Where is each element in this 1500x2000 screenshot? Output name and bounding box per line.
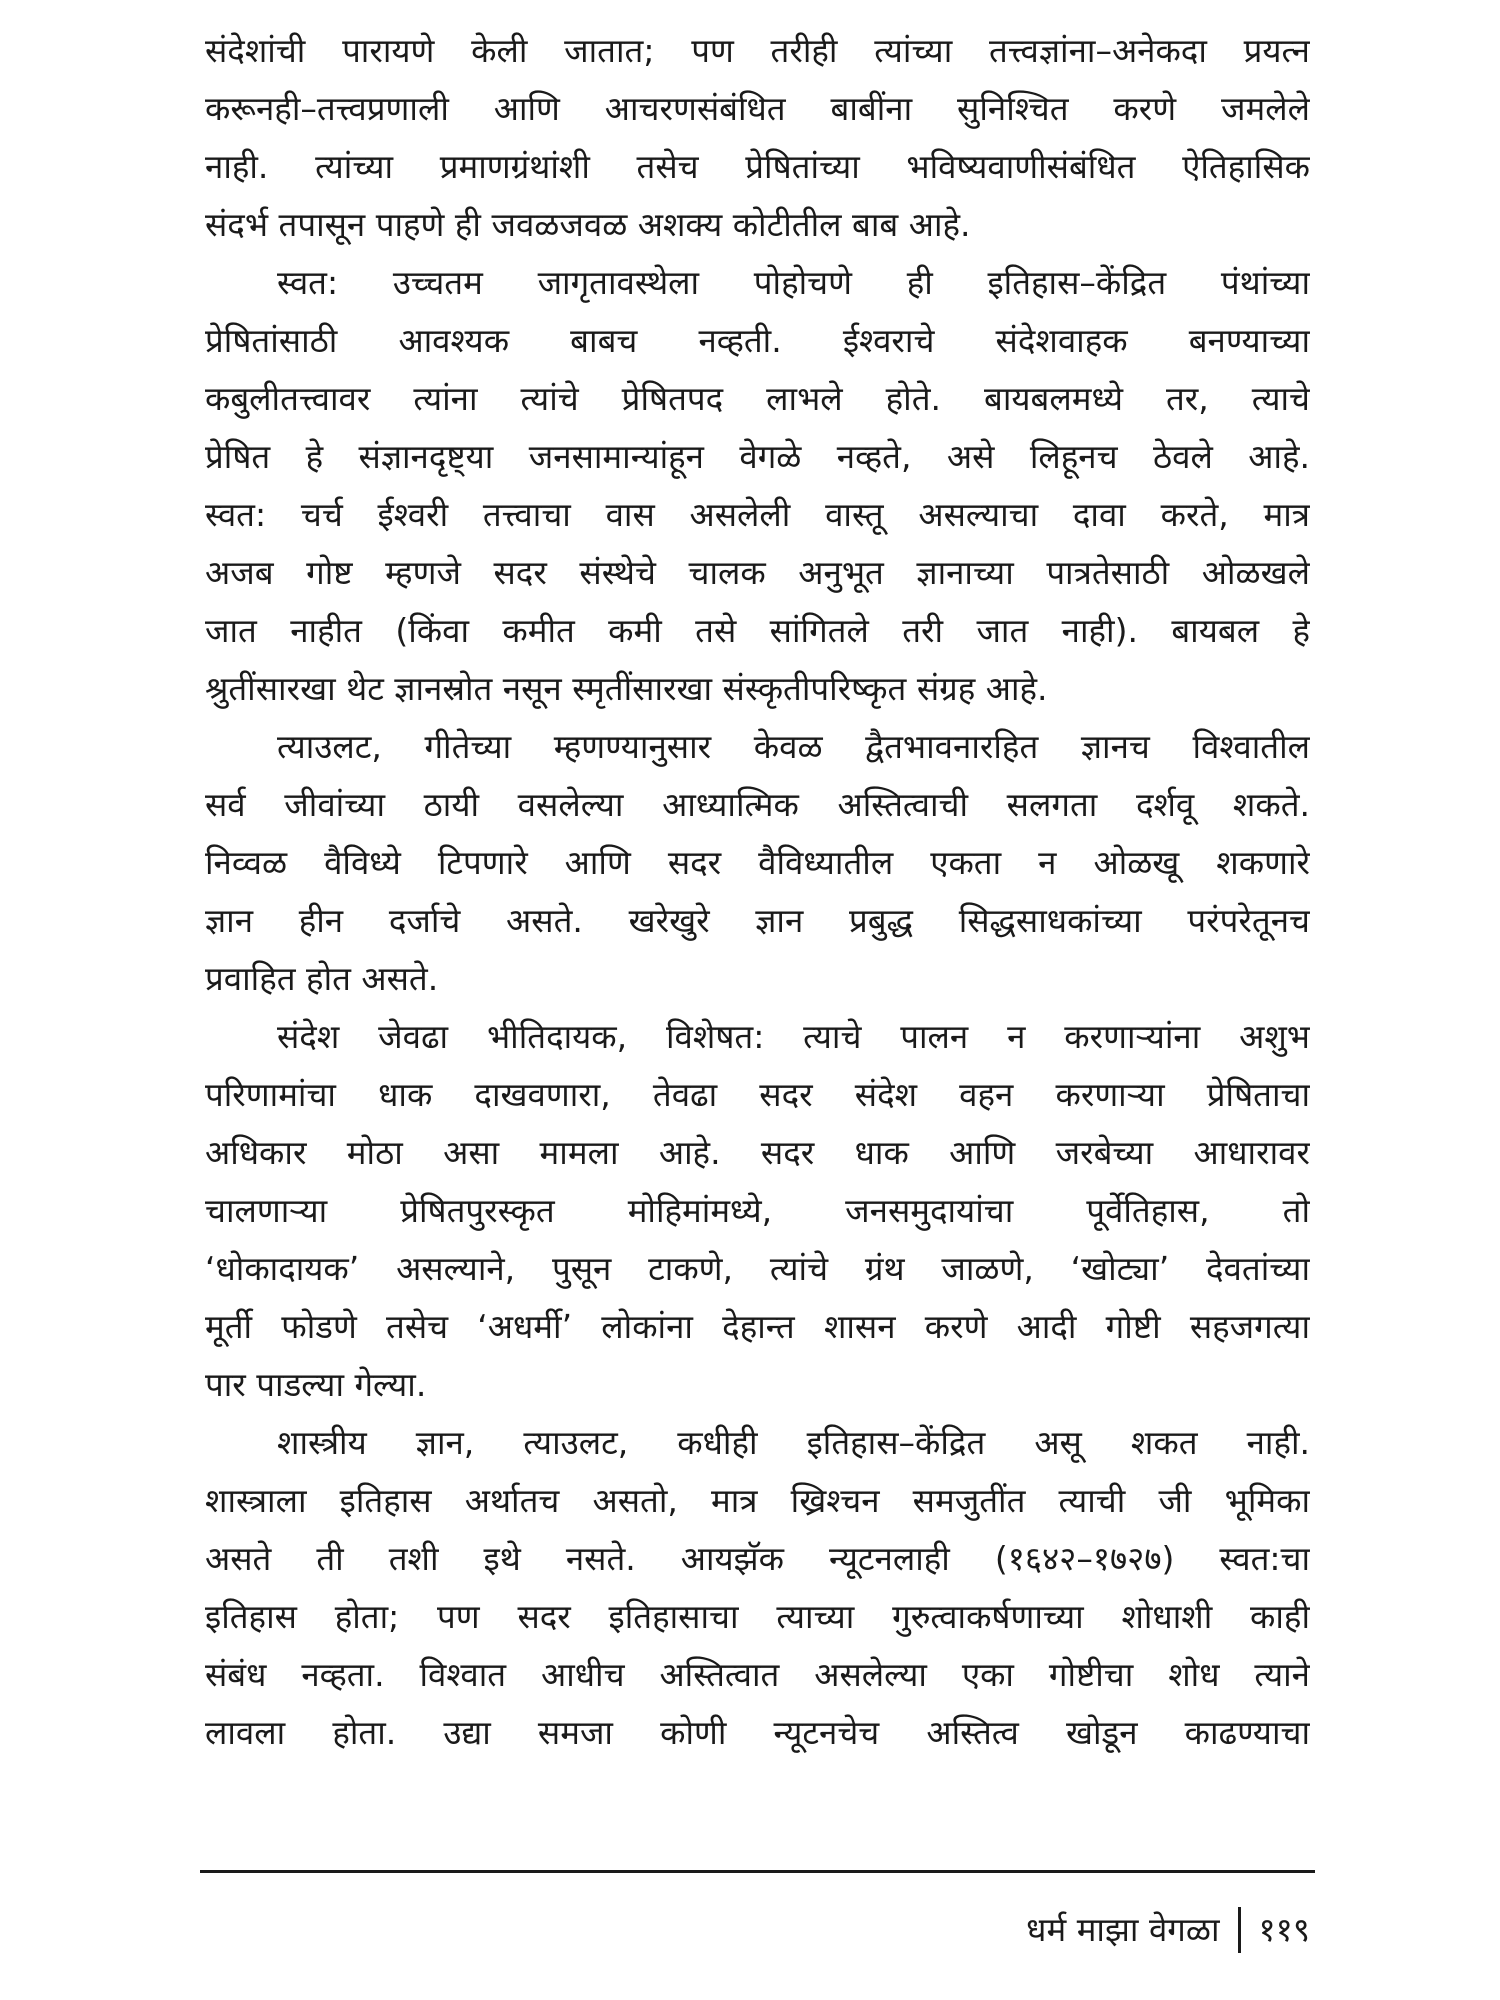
text-line: प्रवाहित होत असते. [205,959,439,998]
text-line: निव्वळ वैविध्ये टिपणारे आणि सदर वैविध्यातील एकता न ओळखू शकणारे [205,843,1310,882]
text-line: अजब गोष्ट म्हणजे सदर संस्थेचे चालक अनुभूत ज्ञानाच्या पात्रतेसाठी ओळखले [205,553,1310,592]
body-text [205,22,1310,1762]
text-line: लावला होता. उद्या समजा कोणी न्यूटनचेच अस्तित्व खोडून काढण्याचा [205,1713,1310,1752]
text-line: संदेशांची पारायणे केली जातात; पण तरीही त्यांच्या तत्त्वज्ञांना–अनेकदा प्रयत्न [205,31,1310,70]
text-line: कबुलीतत्त्वावर त्यांना त्यांचे प्रेषितपद लाभले होते. बायबलमध्ये तर, त्याचे [205,379,1310,418]
text-line: संदर्भ तपासून पाहणे ही जवळजवळ अशक्य कोटीतील बाब आहे. [205,205,971,244]
text-line: करूनही–तत्त्वप्रणाली आणि आचरणसंबंधित बाबींना सुनिश्चित करणे जमलेले [205,89,1310,128]
paragraph-4 [205,1008,1310,1414]
text-line: अधिकार मोठा असा मामला आहे. सदर धाक आणि जरबेच्या आधारावर [205,1133,1310,1172]
text-line: प्रेषित हे संज्ञानदृष्ट्या जनसामान्यांहून वेगळे नव्हते, असे लिहूनच ठेवले आहे. [205,437,1310,476]
text-line: प्रेषितांसाठी आवश्यक बाबच नव्हती. ईश्वराचे संदेशवाहक बनण्याच्या [205,321,1310,360]
text-line: ज्ञान हीन दर्जाचे असते. खरेखुरे ज्ञान प्रबुद्ध सिद्धसाधकांच्या परंपरेतूनच [205,901,1310,940]
paragraph-5 [205,1414,1310,1762]
text-line: त्याउलट, गीतेच्या म्हणण्यानुसार केवळ द्वैतभावनारहित ज्ञानच विश्वातील [277,727,1310,766]
text-line: संदेश जेवढा भीतिदायक, विशेषत: त्याचे पालन न करणाऱ्यांना अशुभ [277,1017,1310,1056]
page-footer [1026,1905,1310,1955]
page-number: ११९ [1258,1910,1310,1949]
text-line: सर्व जीवांच्या ठायी वसलेल्या आध्यात्मिक अस्तित्वाची सलगता दर्शवू शकते. [205,785,1310,824]
text-line: मूर्ती फोडणे तसेच ‘अधर्मी’ लोकांना देहान्त शासन करणे आदी गोष्टी सहजगत्या [205,1307,1310,1346]
text-line: श्रुतींसारखा थेट ज्ञानस्रोत नसून स्मृतींसारखा संस्कृतीपरिष्कृत संग्रह आहे. [205,669,1048,708]
text-line: स्वत: चर्च ईश्वरी तत्त्वाचा वास असलेली वास्तू असल्याचा दावा करते, मात्र [205,495,1310,534]
text-line: इतिहास होता; पण सदर इतिहासाचा त्याच्या गुरुत्वाकर्षणाच्या शोधाशी काही [205,1597,1310,1636]
text-line: शास्त्राला इतिहास अर्थातच असतो, मात्र ख्रिश्चन समजुतींत त्याची जी भूमिका [205,1481,1310,1520]
text-line: चालणाऱ्या प्रेषितपुरस्कृत मोहिमांमध्ये, जनसमुदायांचा पूर्वेतिहास, तो [205,1191,1310,1230]
paragraph-1 [205,22,1310,254]
text-line: पार पाडल्या गेल्या. [205,1365,427,1404]
text-line: संबंध नव्हता. विश्वात आधीच अस्तित्वात असलेल्या एका गोष्टीचा शोध त्याने [205,1655,1310,1694]
text-line: शास्त्रीय ज्ञान, त्याउलट, कधीही इतिहास–केंद्रित असू शकत नाही. [277,1423,1310,1462]
text-line: परिणामांचा धाक दाखवणारा, तेवढा सदर संदेश वहन करणाऱ्या प्रेषिताचा [205,1075,1310,1114]
footer-separator [1238,1907,1241,1953]
text-line: स्वत: उच्चतम जागृतावस्थेला पोहोचणे ही इतिहास–केंद्रित पंथांच्या [277,263,1310,302]
paragraph-3 [205,718,1310,1008]
text-line: नाही. त्यांच्या प्रमाणग्रंथांशी तसेच प्रेषितांच्या भविष्यवाणीसंबंधित ऐतिहासिक [205,147,1310,186]
text-line: ‘धोकादायक’ असल्याने, पुसून टाकणे, त्यांचे ग्रंथ जाळणे, ‘खोट्या’ देवतांच्या [205,1249,1310,1288]
text-line: जात नाहीत (किंवा कमीत कमी तसे सांगितले तरी जात नाही). बायबल हे [205,611,1310,650]
book-title: धर्म माझा वेगळा [1026,1910,1220,1949]
footer-divider [200,1870,1315,1873]
paragraph-2 [205,254,1310,718]
text-line: असते ती तशी इथे नसते. आयझॅक न्यूटनलाही (१६४२–१७२७) स्वत:चा [205,1539,1310,1578]
